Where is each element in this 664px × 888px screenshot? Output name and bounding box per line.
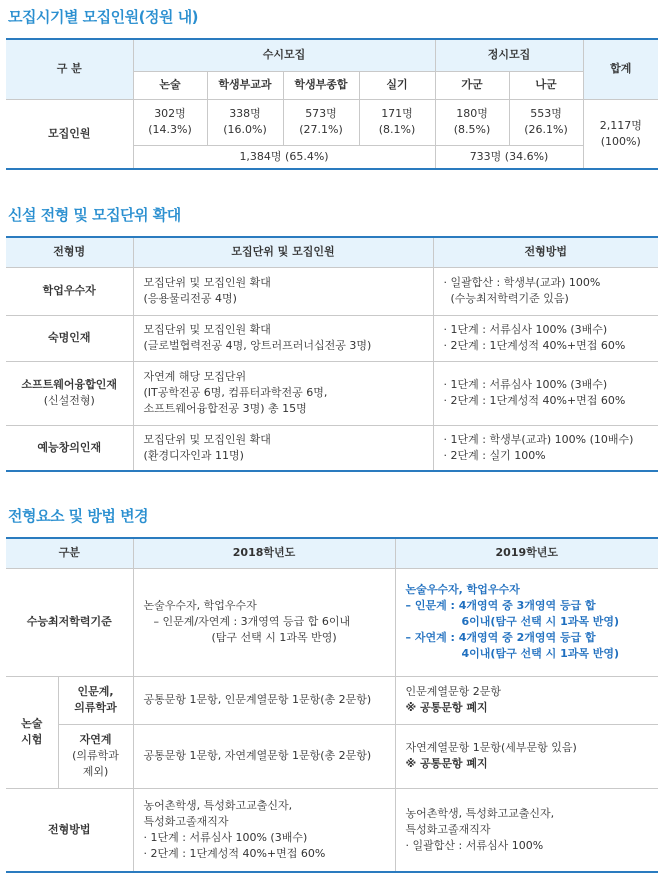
col-jonghap: 학생부종합 [283,71,359,99]
recruitment-by-period-table [6,38,658,170]
admission-method: · 1단계 : 서류심사 100% (3배수) · 2단계 : 1단계성적 40%+면접 60% [433,315,658,361]
cell-total: 2,117명 (100%) [583,99,658,169]
header-group: 구 분 [6,39,133,99]
cell-silgi: 171명 (8.1%) [359,99,435,145]
admission-units: 모집단위 및 모집인원 확대 (환경디자인과 11명) [133,425,433,471]
section3-title: 전형요소 및 방법 변경 [6,505,150,528]
table-row [6,315,658,361]
col-nagun: 나군 [509,71,583,99]
table-row [6,676,658,724]
changes-table [6,537,658,873]
humanities-2019: 인문계열문항 2문항 ※ 공통문항 폐지 [395,676,658,724]
science-2019: 자연계열문항 1문항(세부문항 있음) ※ 공통문항 폐지 [395,724,658,788]
suneung-2019: 논술우수자, 학업우수자 – 인문계 : 4개영역 중 3개영역 등급 합 6이내(탐구 선택 시 1과목 반영) – 자연계 : 4개영역 중 2개영역 등급 합 4이내(탐구 선택 시 1과목 반영) [395,568,658,676]
admission-name: 예능창의인재 [6,425,133,471]
section2-title: 신설 전형 및 모집단위 확대 [6,204,183,227]
method-2018: 농어촌학생, 특성화고교출신자, 특성화고졸재직자 · 1단계 : 서류심사 100% (3배수) · 2단계 : 1단계성적 40%+면접 60% [133,788,395,872]
admission-name: 소프트웨어융합인재 (신설전형) [6,361,133,425]
admission-units: 모집단위 및 모집인원 확대 (응용물리전공 4명) [133,267,433,315]
table-row [6,724,658,788]
header-units: 모집단위 및 모집인원 [133,237,433,267]
science-2018: 공통문항 1문항, 자연계열문항 1문항(총 2문항) [133,724,395,788]
label-suneung: 수능최저학력기준 [6,568,133,676]
admission-units: 모집단위 및 모집인원 확대 (글로벌협력전공 4명, 앙트러프러너십전공 3명) [133,315,433,361]
header-total: 합계 [583,39,658,99]
label-science: 자연계 (의류학과 제외) [58,724,133,788]
row-label-recruitment: 모집인원 [6,99,133,169]
table-row [6,788,658,872]
header-jeongsi: 정시모집 [435,39,583,71]
label-nonsul-exam: 논술 시험 [6,676,58,788]
section1-title: 모집시기별 모집인원(정원 내) [6,6,200,29]
cell-jonghap: 573명 (27.1%) [283,99,359,145]
header-category: 구분 [6,538,133,568]
cell-nonsul: 302명 (14.3%) [133,99,207,145]
header-2018: 2018학년도 [133,538,395,568]
col-gagun: 가군 [435,71,509,99]
label-method: 전형방법 [6,788,133,872]
admission-name: 숙명인재 [6,315,133,361]
label-humanities: 인문계, 의류학과 [58,676,133,724]
humanities-2018: 공통문항 1문항, 인문계열문항 1문항(총 2문항) [133,676,395,724]
header-method: 전형방법 [433,237,658,267]
col-nonsul: 논술 [133,71,207,99]
header-2019: 2019학년도 [395,538,658,568]
header-name: 전형명 [6,237,133,267]
new-admission-table [6,236,658,472]
cell-susi-sum: 1,384명 (65.4%) [133,145,435,169]
cell-nagun: 553명 (26.1%) [509,99,583,145]
table-row [6,425,658,471]
admission-method: · 일괄합산 : 학생부(교과) 100% (수능최저학력기준 있음) [433,267,658,315]
suneung-2018: 논술우수자, 학업우수자 – 인문계/자연계 : 3개영역 등급 합 6이내 (탐구 선택 시 1과목 반영) [133,568,395,676]
cell-jeongsi-sum: 733명 (34.6%) [435,145,583,169]
col-silgi: 실기 [359,71,435,99]
cell-gyogwa: 338명 (16.0%) [207,99,283,145]
col-gyogwa: 학생부교과 [207,71,283,99]
admission-units: 자연계 해당 모집단위 (IT공학전공 6명, 컴퓨터과학전공 6명, 소프트웨어융합전공 3명) 총 15명 [133,361,433,425]
header-susi: 수시모집 [133,39,435,71]
table-row [6,361,658,425]
table-row [6,267,658,315]
table-row [6,568,658,676]
admission-method: · 1단계 : 학생부(교과) 100% (10배수) · 2단계 : 실기 100% [433,425,658,471]
method-2019: 농어촌학생, 특성화고교출신자, 특성화고졸재직자 · 일괄합산 : 서류심사 100% [395,788,658,872]
admission-method: · 1단계 : 서류심사 100% (3배수) · 2단계 : 1단계성적 40%+면접 60% [433,361,658,425]
admission-name: 학업우수자 [6,267,133,315]
cell-gagun: 180명 (8.5%) [435,99,509,145]
